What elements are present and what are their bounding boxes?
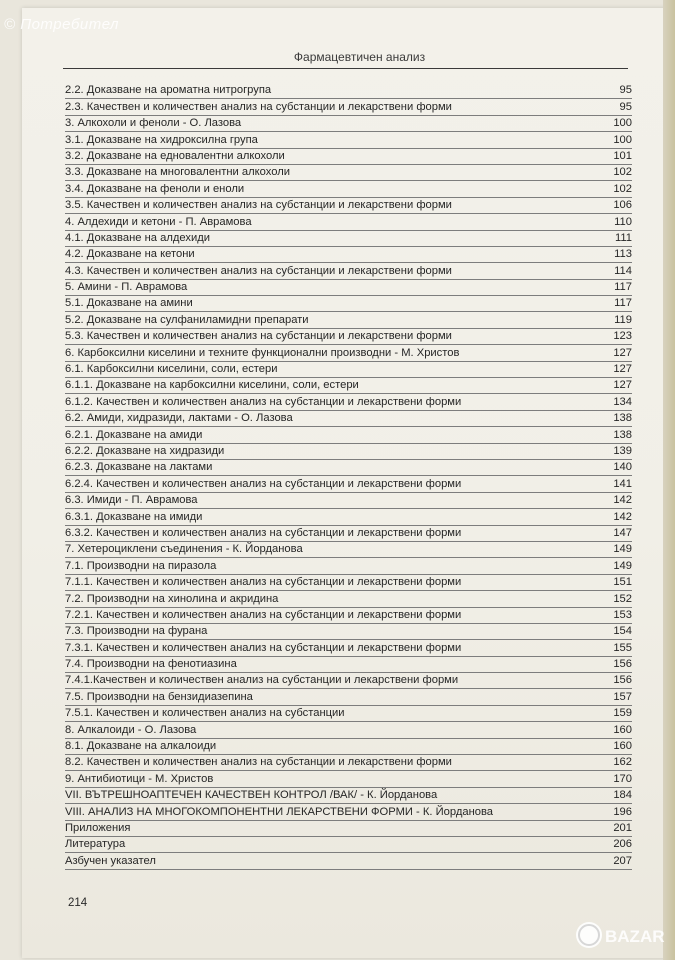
toc-entry-page: 152 bbox=[613, 592, 632, 605]
toc-entry-title: 7.3. Производни на фурана bbox=[65, 625, 208, 638]
toc-entry-page: 151 bbox=[613, 576, 632, 589]
toc-entry-title: 2.3. Качествен и количествен анализ на субстанции и лекарствени форми bbox=[65, 100, 452, 113]
toc-entry bbox=[65, 345, 632, 361]
toc-entry-page: 127 bbox=[613, 363, 632, 376]
toc-entry-page: 156 bbox=[613, 658, 632, 671]
toc-entry bbox=[65, 312, 632, 328]
toc-entry-title: 5.2. Доказване на сулфаниламидни препарати bbox=[65, 313, 309, 326]
toc-entry-page: 142 bbox=[613, 494, 632, 507]
toc-entry bbox=[65, 493, 632, 509]
toc-entry-page: 154 bbox=[613, 625, 632, 638]
toc-entry-page: 100 bbox=[613, 133, 632, 146]
toc-entry-page: 119 bbox=[614, 313, 632, 326]
toc-entry-title: 5. Амини - П. Аврамова bbox=[65, 281, 188, 294]
toc-entry-page: 147 bbox=[613, 526, 632, 539]
toc-entry-title: 7.2. Производни на хинолина и акридина bbox=[65, 592, 279, 605]
toc-entry-title: 5.1. Доказване на амини bbox=[65, 297, 193, 310]
toc-entry-page: 101 bbox=[613, 149, 632, 162]
toc-entry bbox=[65, 427, 632, 443]
toc-entry-title: 6.2.2. Доказване на хидразиди bbox=[65, 444, 225, 457]
toc-entry-title: 7. Хетероциклени съединения - К. Йорданова bbox=[65, 543, 303, 556]
toc-entry-title: 7.3.1. Качествен и количествен анализ на субстанции и лекарствени форми bbox=[65, 641, 462, 654]
toc-entry bbox=[65, 444, 632, 460]
toc-entry-title: 8.1. Доказване на алкалоиди bbox=[65, 740, 217, 753]
toc-entry-page: 206 bbox=[613, 838, 632, 851]
toc-entry bbox=[65, 591, 632, 607]
toc-entry-page: 127 bbox=[613, 346, 632, 359]
header-rule bbox=[63, 68, 628, 69]
toc-entry-page: 162 bbox=[613, 756, 632, 769]
toc-entry-page: 159 bbox=[613, 707, 632, 720]
toc-entry-title: 6.2.4. Качествен и количествен анализ на субстанции и лекарствени форми bbox=[65, 477, 462, 490]
toc-entry bbox=[65, 722, 632, 738]
svg-text:BAZAR: BAZAR bbox=[605, 927, 665, 946]
toc-entry-page: 110 bbox=[614, 215, 632, 228]
toc-entry bbox=[65, 132, 632, 148]
toc-entry-title: Литература bbox=[65, 838, 126, 851]
toc-entry-title: 2.2. Доказване на ароматна нитрогрупа bbox=[65, 84, 272, 97]
toc-entry bbox=[65, 673, 632, 689]
table-of-contents bbox=[65, 83, 632, 870]
toc-entry-page: 134 bbox=[613, 395, 632, 408]
toc-entry-page: 95 bbox=[619, 84, 632, 97]
toc-entry-title: 4.1. Доказване на алдехиди bbox=[65, 231, 210, 244]
toc-entry-title: 7.4.1.Качествен и количествен анализ на субстанции и лекарствени форми bbox=[65, 674, 459, 687]
toc-entry bbox=[65, 837, 632, 853]
toc-entry-page: 141 bbox=[613, 477, 632, 490]
toc-entry-title: 3.2. Доказване на едновалентни алкохоли bbox=[65, 149, 285, 162]
toc-entry bbox=[65, 198, 632, 214]
toc-entry-page: 160 bbox=[613, 723, 632, 736]
watermark: © Потребител bbox=[4, 16, 120, 33]
toc-entry bbox=[65, 509, 632, 525]
toc-entry-page: 100 bbox=[613, 117, 632, 130]
toc-entry-title: 6.3.1. Доказване на имиди bbox=[65, 510, 203, 523]
toc-entry-title: 7.5.1. Качествен и количествен анализ на субстанции bbox=[65, 707, 345, 720]
toc-entry bbox=[65, 526, 632, 542]
toc-entry bbox=[65, 624, 632, 640]
toc-entry bbox=[65, 231, 632, 247]
toc-entry-title: 6.2.1. Доказване на амиди bbox=[65, 428, 203, 441]
toc-entry bbox=[65, 608, 632, 624]
toc-entry-page: 138 bbox=[613, 412, 632, 425]
toc-entry-page: 102 bbox=[613, 166, 632, 179]
toc-entry bbox=[65, 640, 632, 656]
toc-entry bbox=[65, 476, 632, 492]
toc-entry-title: 3.3. Доказване на многовалентни алкохоли bbox=[65, 166, 290, 179]
toc-entry-page: 207 bbox=[613, 854, 632, 867]
toc-entry-page: 157 bbox=[613, 690, 632, 703]
toc-entry-title: 8. Алкалоиди - О. Лазова bbox=[65, 723, 197, 736]
toc-entry-page: 95 bbox=[619, 100, 632, 113]
toc-entry bbox=[65, 378, 632, 394]
toc-entry-title: 4. Алдехиди и кетони - П. Аврамова bbox=[65, 215, 252, 228]
toc-entry-title: 7.4. Производни на фенотиазина bbox=[65, 658, 237, 671]
toc-entry-title: 6.1.2. Качествен и количествен анализ на субстанции и лекарствени форми bbox=[65, 395, 462, 408]
toc-entry-title: 6.1. Карбоксилни киселини, соли, естери bbox=[65, 363, 278, 376]
toc-entry bbox=[65, 706, 632, 722]
toc-entry-page: 111 bbox=[614, 231, 632, 244]
toc-entry-title: 4.3. Качествен и количествен анализ на субстанции и лекарствени форми bbox=[65, 264, 452, 277]
toc-entry-title: 6. Карбоксилни киселини и техните функционални производни - М. Христов bbox=[65, 346, 460, 359]
toc-entry bbox=[65, 558, 632, 574]
toc-entry bbox=[65, 263, 632, 279]
toc-entry-title: VII. ВЪТРЕШНОАПТЕЧЕН КАЧЕСТВЕН КОНТРОЛ /ВАК/ - К. Йорданова bbox=[65, 789, 438, 802]
toc-entry bbox=[65, 116, 632, 132]
toc-entry-page: 117 bbox=[614, 297, 632, 310]
toc-entry-page: 201 bbox=[613, 821, 632, 834]
toc-entry-page: 117 bbox=[614, 281, 632, 294]
toc-entry bbox=[65, 821, 632, 837]
toc-entry-page: 149 bbox=[613, 543, 632, 556]
toc-entry bbox=[65, 165, 632, 181]
toc-entry bbox=[65, 788, 632, 804]
toc-entry-page: 196 bbox=[613, 805, 632, 818]
toc-entry-page: 160 bbox=[613, 740, 632, 753]
toc-entry-page: 184 bbox=[613, 789, 632, 802]
toc-entry bbox=[65, 247, 632, 263]
toc-entry bbox=[65, 181, 632, 197]
toc-entry bbox=[65, 280, 632, 296]
toc-entry-page: 170 bbox=[613, 772, 632, 785]
toc-entry-title: 3. Алкохоли и феноли - О. Лазова bbox=[65, 117, 242, 130]
toc-entry-title: 6.2. Амиди, хидразиди, лактами - О. Лазова bbox=[65, 412, 293, 425]
toc-entry bbox=[65, 149, 632, 165]
toc-entry bbox=[65, 214, 632, 230]
toc-entry bbox=[65, 771, 632, 787]
toc-entry bbox=[65, 575, 632, 591]
toc-entry-title: 6.1.1. Доказване на карбоксилни киселини, соли, естери bbox=[65, 379, 359, 392]
toc-entry bbox=[65, 296, 632, 312]
running-head: Фармацевтичен анализ bbox=[293, 50, 426, 64]
toc-entry bbox=[65, 329, 632, 345]
toc-entry bbox=[65, 804, 632, 820]
toc-entry bbox=[65, 411, 632, 427]
toc-entry-title: 7.2.1. Качествен и количествен анализ на субстанции и лекарствени форми bbox=[65, 608, 462, 621]
toc-entry bbox=[65, 542, 632, 558]
toc-entry-title: 6.3.2. Качествен и количествен анализ на субстанции и лекарствени форми bbox=[65, 526, 462, 539]
toc-entry bbox=[65, 99, 632, 115]
toc-entry-title: 6.2.3. Доказване на лактами bbox=[65, 461, 213, 474]
toc-entry-page: 153 bbox=[613, 608, 632, 621]
toc-entry bbox=[65, 362, 632, 378]
toc-entry-title: 6.3. Имиди - П. Аврамова bbox=[65, 494, 198, 507]
bazar-logo bbox=[574, 918, 670, 952]
toc-entry-page: 142 bbox=[613, 510, 632, 523]
toc-entry-title: 3.1. Доказване на хидроксилна група bbox=[65, 133, 258, 146]
toc-entry-page: 138 bbox=[613, 428, 632, 441]
toc-entry-title: 7.5. Производни на бензидиазепина bbox=[65, 690, 253, 703]
toc-entry bbox=[65, 460, 632, 476]
toc-entry bbox=[65, 83, 632, 99]
toc-entry-title: 5.3. Качествен и количествен анализ на субстанции и лекарствени форми bbox=[65, 330, 452, 343]
toc-entry-title: Приложения bbox=[65, 821, 131, 834]
toc-entry bbox=[65, 657, 632, 673]
page-number: 214 bbox=[68, 897, 88, 909]
toc-entry bbox=[65, 853, 632, 869]
toc-entry-title: 7.1.1. Качествен и количествен анализ на субстанции и лекарствени форми bbox=[65, 576, 462, 589]
toc-entry-page: 106 bbox=[613, 199, 632, 212]
toc-entry bbox=[65, 755, 632, 771]
toc-entry-page: 123 bbox=[613, 330, 632, 343]
toc-entry bbox=[65, 739, 632, 755]
toc-entry-page: 140 bbox=[613, 461, 632, 474]
toc-entry-page: 156 bbox=[613, 674, 632, 687]
toc-entry-page: 127 bbox=[613, 379, 632, 392]
toc-entry-title: Азбучен указател bbox=[65, 854, 156, 867]
toc-entry bbox=[65, 689, 632, 705]
toc-entry-title: 8.2. Качествен и количествен анализ на субстанции и лекарствени форми bbox=[65, 756, 452, 769]
toc-entry-page: 114 bbox=[614, 264, 632, 277]
page-edge bbox=[663, 0, 675, 960]
toc-entry-page: 102 bbox=[613, 182, 632, 195]
toc-entry-page: 155 bbox=[613, 641, 632, 654]
toc-entry-title: VIII. АНАЛИЗ НА МНОГОКОМПОНЕНТНИ ЛЕКАРСТВЕНИ ФОРМИ - К. Йорданова bbox=[65, 805, 494, 818]
toc-entry-page: 139 bbox=[613, 444, 632, 457]
toc-entry-title: 3.4. Доказване на феноли и еноли bbox=[65, 182, 245, 195]
toc-entry-page: 149 bbox=[613, 559, 632, 572]
toc-entry-title: 4.2. Доказване на кетони bbox=[65, 248, 195, 261]
toc-entry-title: 9. Антибиотици - М. Христов bbox=[65, 772, 214, 785]
toc-entry-page: 113 bbox=[614, 248, 632, 261]
toc-entry bbox=[65, 394, 632, 410]
toc-entry-title: 3.5. Качествен и количествен анализ на субстанции и лекарствени форми bbox=[65, 199, 452, 212]
toc-entry-title: 7.1. Производни на пиразола bbox=[65, 559, 217, 572]
